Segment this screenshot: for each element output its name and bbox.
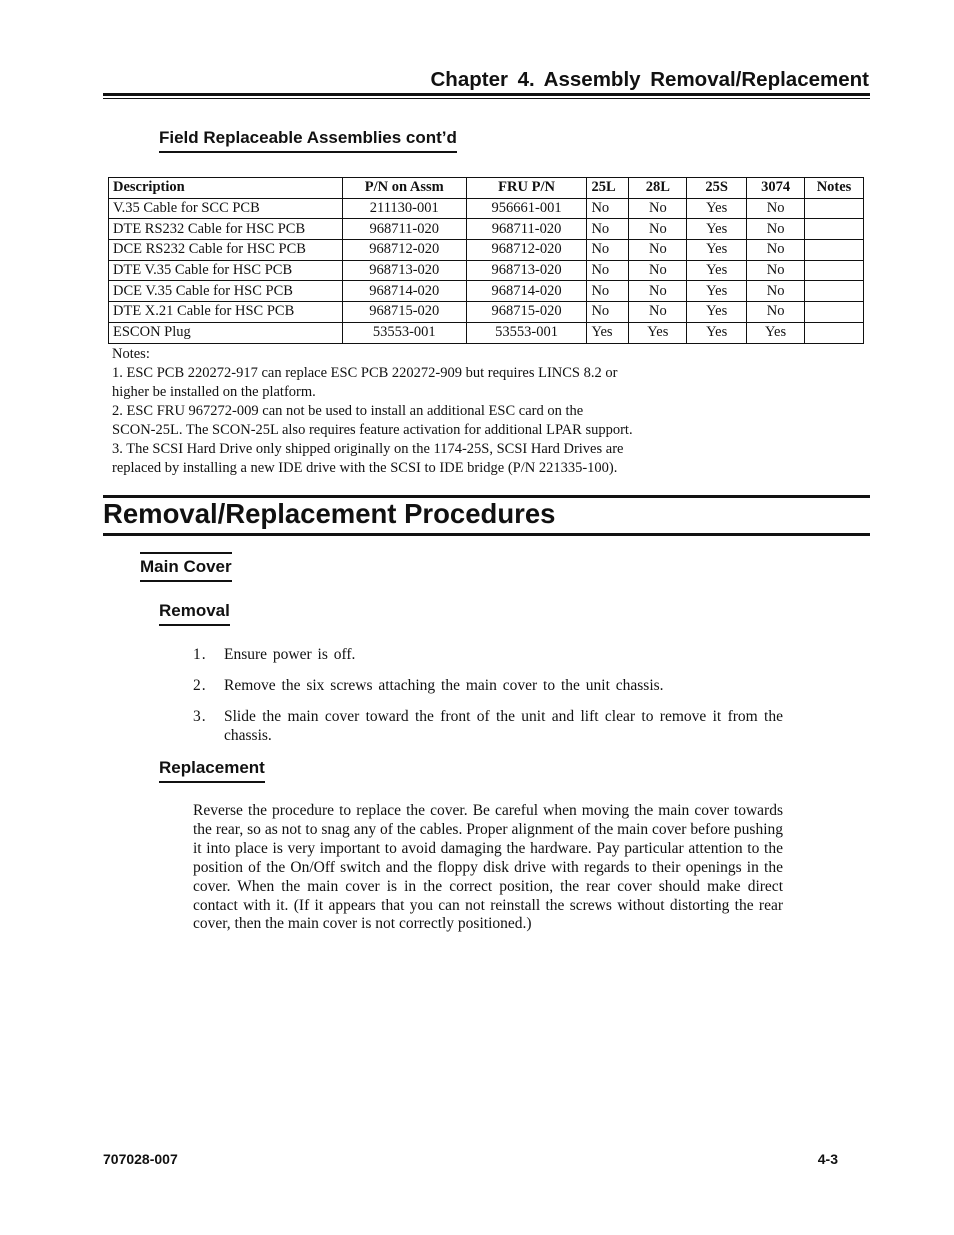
table-cell	[805, 260, 864, 281]
table-cell	[805, 198, 864, 219]
table-cell: 968714-020	[466, 281, 587, 302]
table-cell: Yes	[687, 281, 747, 302]
notes-label: Notes:	[112, 346, 150, 362]
table-cell: Yes	[629, 322, 687, 343]
table-cell: No	[747, 302, 805, 323]
table-row	[109, 198, 864, 219]
step-number: 2.	[193, 677, 207, 694]
table-cell: Yes	[687, 322, 747, 343]
column-header: 28L	[629, 178, 687, 199]
table-cell	[805, 219, 864, 240]
table-cell: 956661-001	[466, 198, 587, 219]
table-cell: 968713-020	[466, 260, 587, 281]
table-cell: 968711-020	[466, 219, 587, 240]
header-rule-bottom	[103, 98, 870, 99]
table-cell: DTE V.35 Cable for HSC PCB	[109, 260, 343, 281]
table-cell: No	[629, 302, 687, 323]
fru-table	[108, 177, 864, 344]
table-cell: 968715-020	[342, 302, 466, 323]
table-cell: No	[629, 260, 687, 281]
table-cell	[805, 302, 864, 323]
section-heading-fra: Field Replaceable Assemblies cont’d	[159, 128, 457, 153]
note-line: 3. The SCSI Hard Drive only shipped originally on the 1174-25S, SCSI Hard Drives are	[112, 441, 624, 457]
section-title: Removal/Replacement Procedures	[103, 498, 556, 529]
table-cell: No	[629, 219, 687, 240]
table-cell: No	[587, 260, 629, 281]
table-cell: DCE RS232 Cable for HSC PCB	[109, 240, 343, 261]
table-cell: 53553-001	[342, 322, 466, 343]
table-cell: 968712-020	[466, 240, 587, 261]
table-row	[109, 240, 864, 261]
table-cell: 968713-020	[342, 260, 466, 281]
replacement-paragraph: Reverse the procedure to replace the cover. Be careful when moving the main cover towards the rear, so as not to snag any of the cables. Proper alignment of the main cover before pushing it into place is very important to avoid damaging the hardware. Pay particular attention to the position of the On/Off switch and the floppy disk drive with regards to their openings in the cover. When the main cover is in the correct position, the rear cover should make direct contact with it. (If it appears that you can not reinstall the screws without distorting the rear cover, then the main cover is not correctly positioned.)	[193, 802, 783, 933]
table-cell: V.35 Cable for SCC PCB	[109, 198, 343, 219]
column-header: P/N on Assm	[342, 178, 466, 199]
step-number: 1.	[193, 646, 207, 663]
list-item	[193, 707, 783, 745]
step-text: Ensure power is off.	[224, 646, 356, 663]
table-cell: No	[747, 260, 805, 281]
table-cell: Yes	[587, 322, 629, 343]
note-line: 2. ESC FRU 967272-009 can not be used to install an additional ESC card on the	[112, 403, 584, 419]
page-number: 4-3	[817, 1151, 838, 1167]
table-cell: No	[629, 240, 687, 261]
table-cell: No	[747, 219, 805, 240]
table-row	[109, 219, 864, 240]
table-cell: Yes	[687, 198, 747, 219]
column-header: 25S	[687, 178, 747, 199]
table-cell: No	[587, 281, 629, 302]
table-cell: Yes	[747, 322, 805, 343]
column-header: Notes	[805, 178, 864, 199]
table-cell: DCE V.35 Cable for HSC PCB	[109, 281, 343, 302]
table-row	[109, 322, 864, 343]
table-cell: No	[629, 198, 687, 219]
step-text: Slide the main cover toward the front of the unit and lift clear to remove it from the chassis.	[224, 708, 783, 744]
replacement-heading: Replacement	[159, 758, 265, 783]
column-header: 3074	[747, 178, 805, 199]
removal-heading: Removal	[159, 601, 230, 626]
table-cell: No	[629, 281, 687, 302]
table-cell: No	[747, 198, 805, 219]
table-cell: 211130-001	[342, 198, 466, 219]
list-item	[193, 645, 783, 664]
table-cell: No	[747, 281, 805, 302]
chapter-title: Chapter 4. Assembly Removal/Replacement	[430, 68, 869, 91]
table-cell: No	[747, 240, 805, 261]
table-header-row	[109, 178, 864, 199]
step-text: Remove the six screws attaching the main cover to the unit chassis.	[224, 677, 664, 694]
table-cell	[805, 240, 864, 261]
main-cover-heading: Main Cover	[140, 552, 232, 582]
column-header: Description	[109, 178, 343, 199]
column-header: 25L	[587, 178, 629, 199]
removal-steps	[193, 645, 783, 757]
header-rule-top	[103, 93, 870, 96]
table-cell: 968714-020	[342, 281, 466, 302]
note-line: SCON-25L. The SCON-25L also requires feature activation for additional LPAR support.	[112, 422, 633, 438]
table-cell: No	[587, 240, 629, 261]
table-cell	[805, 322, 864, 343]
step-number: 3.	[193, 708, 207, 725]
column-header: FRU P/N	[466, 178, 587, 199]
table-cell	[805, 281, 864, 302]
note-line: 1. ESC PCB 220272-917 can replace ESC PCB 220272-909 but requires LINCS 8.2 or	[112, 365, 618, 381]
table-cell: Yes	[687, 240, 747, 261]
table-row	[109, 302, 864, 323]
table-cell: ESCON Plug	[109, 322, 343, 343]
note-line: higher be installed on the platform.	[112, 384, 316, 400]
table-cell: 968711-020	[342, 219, 466, 240]
table-cell: DTE RS232 Cable for HSC PCB	[109, 219, 343, 240]
table-cell: No	[587, 219, 629, 240]
list-item	[193, 676, 783, 695]
document-number: 707028-007	[103, 1151, 178, 1167]
section-rule-bottom	[103, 533, 870, 536]
table-cell: Yes	[687, 260, 747, 281]
table-notes	[112, 345, 712, 478]
table-cell: DTE X.21 Cable for HSC PCB	[109, 302, 343, 323]
table-cell: No	[587, 302, 629, 323]
table-cell: No	[587, 198, 629, 219]
table-cell: Yes	[687, 302, 747, 323]
table-cell: 53553-001	[466, 322, 587, 343]
table-cell: 968715-020	[466, 302, 587, 323]
table-cell: 968712-020	[342, 240, 466, 261]
table-cell: Yes	[687, 219, 747, 240]
note-line: replaced by installing a new IDE drive with the SCSI to IDE bridge (P/N 221335-100).	[112, 460, 618, 476]
table-row	[109, 281, 864, 302]
table-row	[109, 260, 864, 281]
